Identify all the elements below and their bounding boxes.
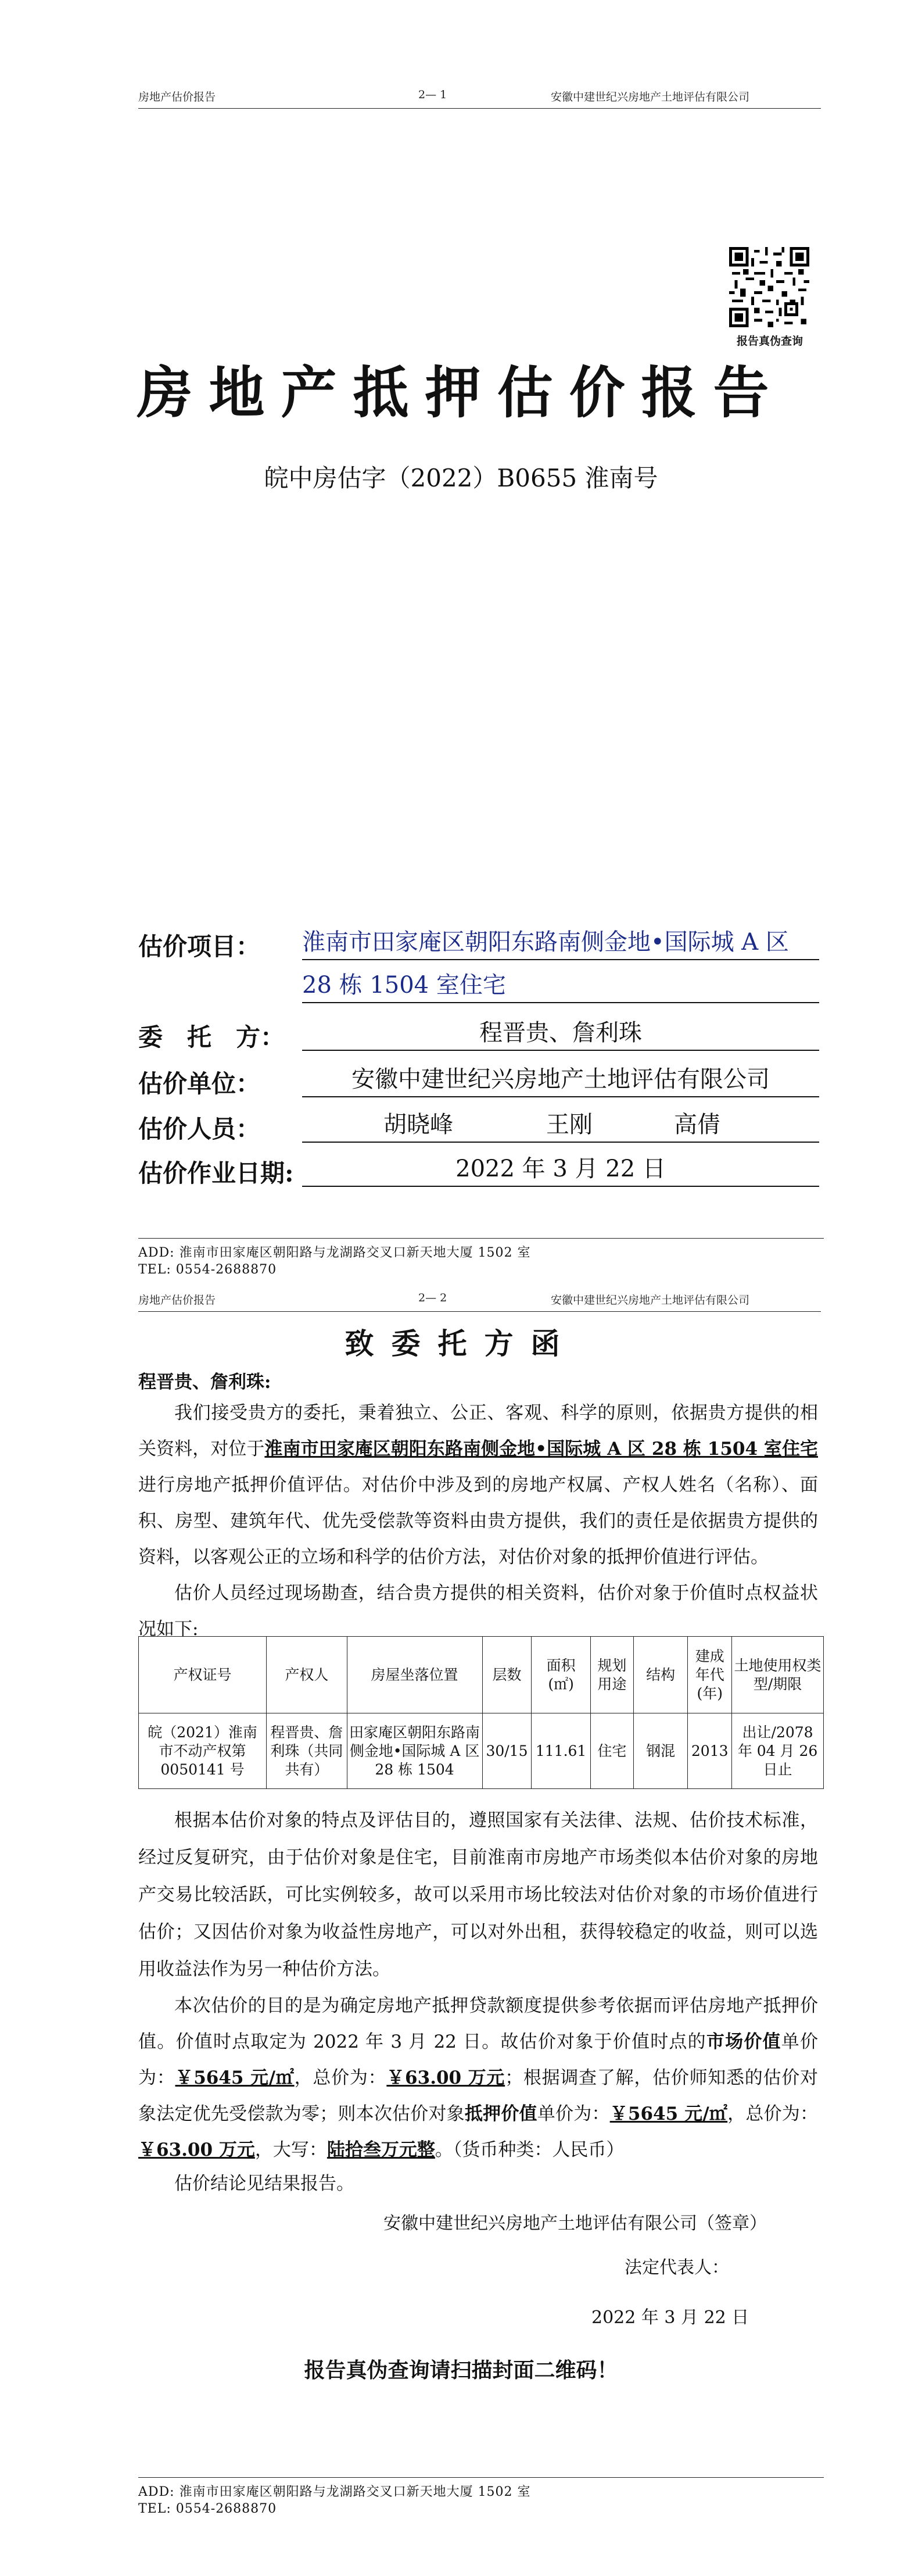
table-cell: 皖（2021）淮南市不动产权第 0050141 号 — [139, 1713, 267, 1789]
verification-notice: 报告真伪查询请扫描封面二维码！ — [304, 2358, 618, 2382]
table-cell: 2013 — [688, 1713, 732, 1789]
table-header: 规划用途 — [590, 1637, 633, 1713]
p4-text: 。（货币种类：人民币） — [435, 2139, 625, 2160]
letter-paragraph-4 — [138, 1988, 818, 2168]
project-value-line1: 淮南市田家庵区朝阳东路南侧金地•国际城 A 区 — [302, 925, 819, 960]
project-value-line2: 28 栋 1504 室住宅 — [302, 968, 819, 1003]
letter-paragraph-1 — [138, 1395, 818, 1575]
table-header: 面积(㎡) — [532, 1637, 590, 1713]
table-row — [139, 1713, 824, 1789]
p1-text-a: 我们接受贵方的委托，秉着独立、公正、客观、科学的原则，依据贵方提供的相关资料，对位于 — [138, 1403, 818, 1459]
page1-header-right: 安徽中建世纪兴房地产土地评估有限公司 — [551, 91, 750, 103]
page2-header-right: 安徽中建世纪兴房地产土地评估有限公司 — [551, 1294, 750, 1307]
appraiser-staff-values — [302, 1108, 819, 1143]
document-number: 皖中房估字（2022）B0655 淮南号 — [264, 464, 658, 492]
letter-paragraph-5: 估价结论见结果报告。 — [174, 2173, 354, 2194]
letter-paragraph-3: 根据本估价对象的特点及评估目的，遵照国家有关法律、法规、估价技术标准，经过反复研究，由于估价对象是住宅，目前淮南市房地产市场类似本估价对象的房地产交易比较活跃，可比实例较多，故可以采用市场比较法对估价对象的市场价值进行估价；又因估价对象为收益性房地产，可以对外出租，获得较稳定的收益，则可以选用收益法作为另一种估价方法。 — [138, 1810, 818, 1980]
qr-caption: 报告真伪查询 — [736, 335, 803, 348]
letter-salutation: 程晋贵、詹利珠: — [138, 1372, 271, 1393]
p4-text: ，总价为： — [294, 2067, 387, 2088]
p4-market-total-price: ￥63.00 万元 — [386, 2067, 505, 2088]
p4-amount-in-words: 陆拾叁万元整 — [327, 2139, 435, 2160]
signature-company: 安徽中建世纪兴房地产土地评估有限公司（签章） — [383, 2213, 767, 2234]
table-cell: 程晋贵、詹利珠（共同共有） — [267, 1713, 347, 1789]
table-cell: 钢混 — [633, 1713, 687, 1789]
signature-legal-rep: 法定代表人： — [625, 2257, 729, 2278]
table-cell: 田家庵区朝阳东路南侧金地•国际城 A 区 28 栋 1504 — [347, 1713, 482, 1789]
page2-footer-rule — [138, 2477, 824, 2478]
table-header: 结构 — [633, 1637, 687, 1713]
table-cell: 30/15 — [482, 1713, 532, 1789]
page2-footer-tel: TEL: 0554-2688870 — [138, 2502, 277, 2516]
table-cell: 住宅 — [590, 1713, 633, 1789]
page2-footer-address: ADD: 淮南市田家庵区朝阳路与龙湖路交叉口新天地大厦 1502 室 — [138, 2485, 531, 2499]
client-value: 程晋贵、詹利珠 — [302, 1016, 819, 1051]
staff-name: 胡晓峰 — [383, 1111, 453, 1138]
page2-header-left: 房地产估价报告 — [138, 1294, 216, 1307]
property-rights-table — [138, 1636, 824, 1789]
p4-text: ，大写： — [254, 2139, 327, 2160]
p4-text: 单价为： — [138, 2031, 819, 2088]
staff-name: 王刚 — [546, 1111, 593, 1138]
p4-text: 本次估价的目的是为确定房地产抵押贷款额度提供参考依据而评估房地产抵押价值。价值时点取定为 2022 年 3 月 22 日。故估价对象于价值时点的 — [138, 1995, 818, 2052]
staff-name: 高倩 — [674, 1111, 720, 1138]
table-header: 层数 — [482, 1637, 532, 1713]
p4-mortgage-total-price: ￥63.00 万元 — [138, 2139, 255, 2160]
work-date-value: 2022 年 3 月 22 日 — [302, 1152, 819, 1187]
p4-text: ；根据调查了解，估价师知悉的估价对象法定优先受偿款为零；则本次估价对象 — [138, 2067, 819, 2124]
table-cell: 出让/2078 年 04 月 26 日止 — [732, 1713, 824, 1789]
appraiser-unit-value: 安徽中建世纪兴房地产土地评估有限公司 — [302, 1062, 819, 1097]
page1-header-page: 2— 1 — [418, 88, 447, 101]
project-label: 估价项目： — [138, 932, 261, 961]
table-header: 产权证号 — [139, 1637, 267, 1713]
p1-text-b: 进行房地产抵押价值评估。对估价中涉及到的房地产权属、产权人姓名（名称）、面积、房型、建筑年代、优先受偿款等资料由贵方提供，我们的责任是依据贵方提供的资料，以客观公正的立场和科学的估价方法，对估价对象的抵押价值进行评估。 — [138, 1475, 818, 1568]
p4-mortgage-unit-price: ￥5645 元/㎡ — [609, 2103, 728, 2124]
table-header: 建成年代(年) — [688, 1637, 732, 1713]
table-header: 房屋坐落位置 — [347, 1637, 482, 1713]
p4-text: ，总价为： — [727, 2103, 819, 2124]
appraiser-staff-label: 估价人员： — [138, 1115, 261, 1143]
appraiser-unit-label: 估价单位： — [138, 1069, 261, 1098]
p4-mortgage-value-label: 抵押价值 — [464, 2103, 537, 2124]
page1-header-left: 房地产估价报告 — [138, 91, 216, 103]
page1-header-rule — [138, 108, 821, 109]
p4-market-unit-price: ￥5645 元/㎡ — [175, 2067, 295, 2088]
p1-property-address: 淮南市田家庵区朝阳东路南侧金地•国际城 A 区 28 栋 1504 室住宅 — [264, 1439, 819, 1459]
report-title: 房地产抵押估价报告 — [137, 360, 785, 425]
table-header: 产权人 — [267, 1637, 347, 1713]
page1-footer-address: ADD: 淮南市田家庵区朝阳路与龙湖路交叉口新天地大厦 1502 室 — [138, 1246, 531, 1260]
client-label: 委 托 方： — [138, 1023, 285, 1051]
p4-text: 单价为： — [537, 2103, 610, 2124]
page1-footer-tel: TEL: 0554-2688870 — [138, 1262, 277, 1277]
work-date-label: 估价作业日期: — [138, 1159, 294, 1187]
page1-footer-rule — [138, 1238, 824, 1239]
letter-paragraph-2: 估价人员经过现场勘查，结合贵方提供的相关资料，估价对象于价值时点权益状况如下: — [138, 1583, 818, 1640]
letter-title: 致委托方函 — [345, 1326, 577, 1361]
page2-header-page: 2— 2 — [418, 1291, 447, 1304]
p4-market-value-label: 市场价值 — [706, 2031, 781, 2052]
table-header: 土地使用权类型/期限 — [732, 1637, 824, 1713]
qr-code-icon[interactable] — [729, 247, 809, 327]
table-header-row — [139, 1637, 824, 1713]
signature-date: 2022 年 3 月 22 日 — [591, 2307, 749, 2328]
table-cell: 111.61 — [532, 1713, 590, 1789]
page2-header-rule — [138, 1311, 821, 1312]
